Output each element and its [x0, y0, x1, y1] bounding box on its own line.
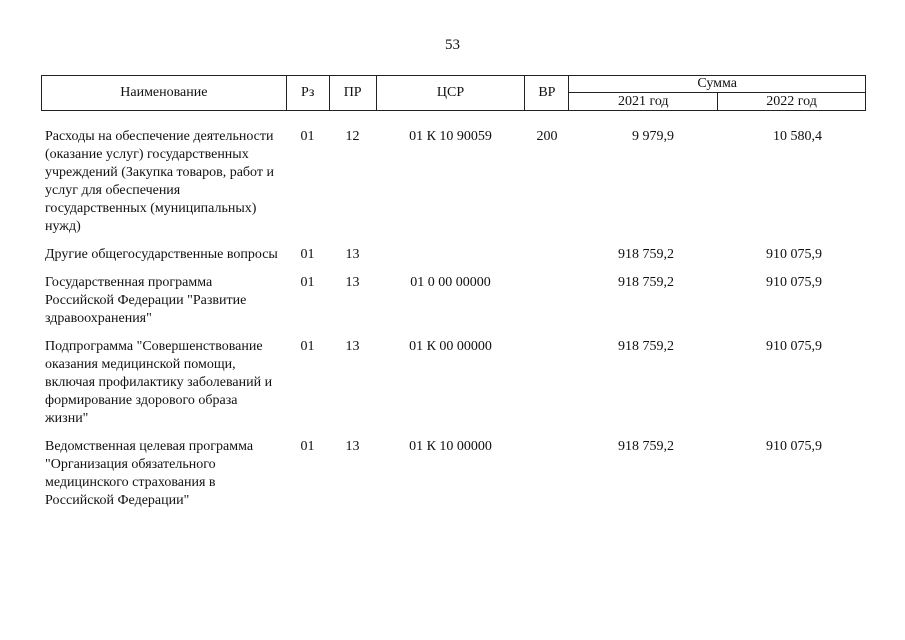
row-pr: 13	[345, 247, 360, 262]
col-header-year-2021: 2021 год	[569, 93, 718, 111]
row-name: Государственная программа Российской Федерации "Развитие здравоохранения"	[45, 275, 247, 326]
row-name: Другие общегосударственные вопросы	[45, 247, 278, 262]
row-rz: 01	[300, 439, 315, 454]
row-csr: 01 К 10 90059	[409, 129, 492, 144]
row-csr: 01 К 10 00000	[409, 439, 492, 454]
row-sum-2021: 918 759,2	[618, 439, 674, 454]
table-row	[41, 128, 866, 246]
table-row	[41, 274, 866, 338]
row-sum-2021: 9 979,9	[632, 129, 674, 144]
row-sum-2022: 910 075,9	[766, 275, 822, 290]
row-sum-2022: 910 075,9	[766, 439, 822, 454]
row-rz: 01	[300, 247, 315, 262]
row-name: Подпрограмма "Совершенствование оказания медицинской помощи, включая профилактику заболеваний и формирование здорового образа жизни"	[45, 339, 273, 426]
col-header-pr: ПР	[329, 76, 376, 111]
table-row	[41, 338, 866, 438]
row-pr: 13	[345, 339, 360, 354]
row-vr	[525, 438, 569, 520]
col-header-vr: ВР	[525, 76, 569, 111]
row-sum-2022: 910 075,9	[766, 339, 822, 354]
row-vr	[525, 338, 569, 438]
table-header	[41, 75, 866, 111]
row-sum-2021: 918 759,2	[618, 247, 674, 262]
row-csr: 01 0 00 00000	[410, 275, 491, 290]
col-header-rz: Рз	[286, 76, 329, 111]
col-header-year-2022: 2022 год	[718, 93, 866, 111]
row-csr	[376, 246, 525, 274]
row-csr: 01 К 00 00000	[409, 339, 492, 354]
row-name: Расходы на обеспечение деятельности (оказание услуг) государственных учреждений (Закупка товаров, работ и услуг для обеспечения государственных (муниципальных) нужд)	[45, 129, 274, 234]
row-sum-2021: 918 759,2	[618, 339, 674, 354]
row-pr: 12	[345, 129, 360, 144]
row-pr: 13	[345, 275, 360, 290]
row-rz: 01	[300, 129, 315, 144]
row-sum-2022: 10 580,4	[773, 129, 822, 144]
page-number: 53	[445, 37, 460, 53]
col-header-sum: Сумма	[569, 76, 866, 93]
table-row	[41, 438, 866, 520]
row-sum-2021: 918 759,2	[618, 275, 674, 290]
row-vr: 200	[536, 129, 558, 144]
budget-table-body	[41, 128, 866, 520]
row-pr: 13	[345, 439, 360, 454]
table-row	[41, 246, 866, 274]
row-vr	[525, 246, 569, 274]
row-rz: 01	[300, 275, 315, 290]
row-vr	[525, 274, 569, 338]
row-name: Ведомственная целевая программа "Организация обязательного медицинского страхования в Российской Федерации"	[45, 439, 254, 508]
col-header-csr: ЦСР	[376, 76, 525, 111]
row-sum-2022: 910 075,9	[766, 247, 822, 262]
row-rz: 01	[300, 339, 315, 354]
col-header-name: Наименование	[42, 76, 287, 111]
